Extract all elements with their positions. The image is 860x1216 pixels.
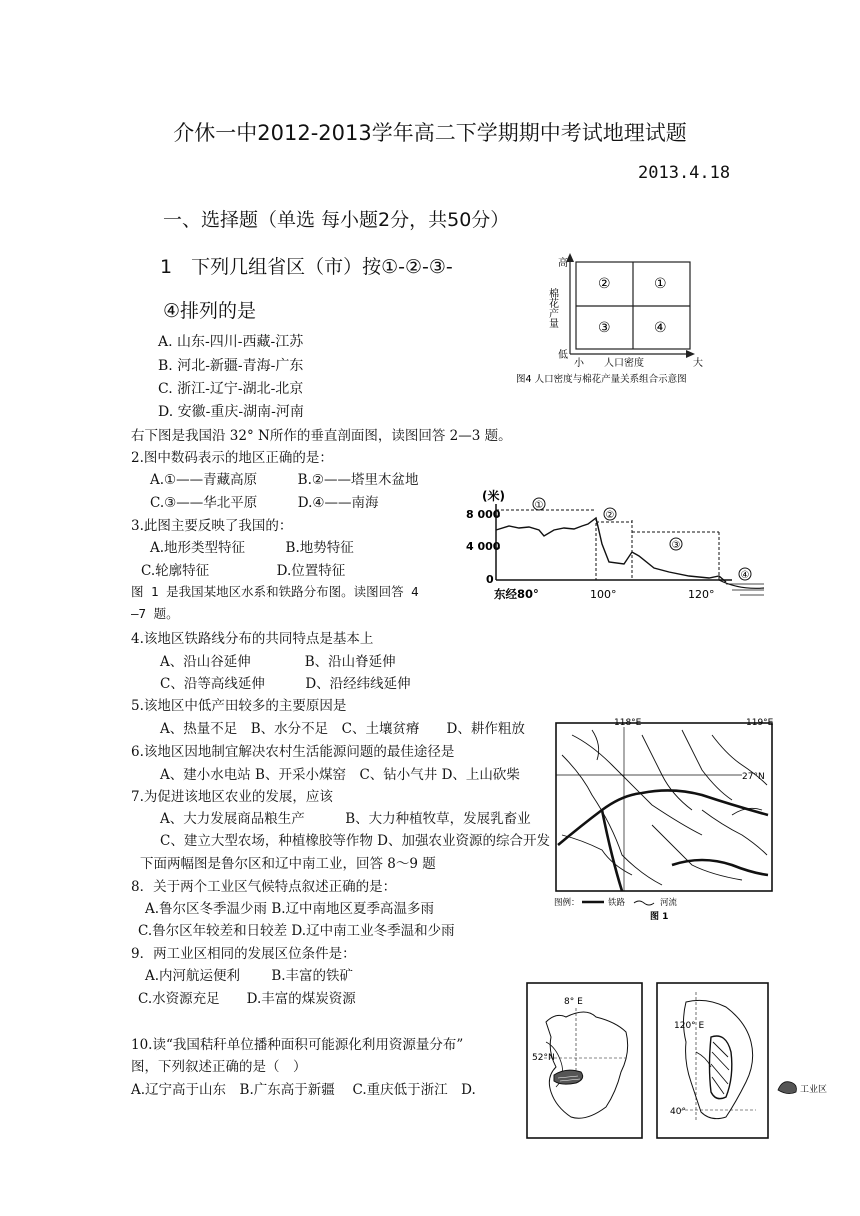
q2-options-ab: A.①——青藏高原 B.②——塔里木盆地: [150, 472, 419, 488]
map1-lon-118: 118°E: [614, 718, 642, 728]
q6-stem: 6.该地区因地制宜解决农村生活能源问题的最佳途径是: [131, 744, 455, 760]
profile-y-4000: 4 000: [466, 540, 501, 553]
q8-options-cd: C.鲁尔区年较差和日较差 D.辽中南工业冬季温和少雨: [138, 923, 455, 939]
profile-unit: (米): [482, 489, 505, 503]
profile-label-3: ③: [671, 540, 681, 551]
q8-options-ab: A.鲁尔区冬季温少雨 B.辽中南地区夏季高温多雨: [145, 901, 435, 917]
fig4-cell-1: ①: [654, 276, 667, 292]
q1-option-a: A. 山东-四川-西藏-江苏: [158, 334, 304, 350]
q1-option-b: B. 河北-新疆-青海-广东: [158, 358, 304, 374]
q8-stem: 8．关于两个工业区气候特点叙述正确的是：: [131, 879, 397, 895]
profile-x-120: 120°: [688, 588, 715, 601]
liaozhongnan-region-map: [656, 982, 770, 1140]
map1-legend-label: 图例：: [554, 898, 580, 908]
q1-option-d: D. 安徽-重庆-湖南-河南: [158, 404, 304, 420]
q2-stem: 2.图中数码表示的地区正确的是：: [131, 450, 333, 466]
map1-lon-119: 119°E: [746, 718, 774, 728]
ruhr-region-map: [526, 982, 644, 1140]
profile-y-0: 0: [486, 573, 494, 586]
profile-y-8000: 8 000: [466, 508, 501, 521]
q1-stem-b: ④排列的是: [163, 300, 257, 322]
q1-option-c: C. 浙江-辽宁-湖北-北京: [158, 381, 304, 397]
q10-options: A.辽宁高于山东 B.广东高于新疆 C.重庆低于浙江 D.: [131, 1082, 476, 1098]
q9-options-ab: A.内河航运便利 B.丰富的铁矿: [145, 968, 354, 984]
industrial-area-legend-label: 工业区: [800, 1085, 828, 1095]
fig4-cell-3: ③: [598, 320, 611, 336]
q3-options-ab: A.地形类型特征 B.地势特征: [150, 540, 354, 556]
map1-rivers-railways: [552, 715, 780, 921]
profile-label-1: ①: [534, 500, 544, 511]
q7-options-ab: A、大力发展商品粮生产 B、大力种植牧草，发展乳畜业: [160, 811, 531, 827]
fig4-x-high: 大: [693, 358, 703, 369]
q7-options-cd: C、建立大型农场，种植橡胶等作物 D、加强农业资源的综合开发: [160, 833, 550, 849]
q2-options-cd: C.③——华北平原 D.④——南海: [150, 495, 379, 511]
intro-q4-7-line2: —7 题。: [131, 606, 179, 621]
q6-options: A、建小水电站 B、开采小煤窑 C、钻小气井 D、上山砍柴: [160, 767, 520, 783]
profile-label-2: ②: [605, 510, 615, 521]
fig4-x-low: 小: [574, 358, 584, 369]
q7-stem: 7.为促进该地区农业的发展，应该: [131, 789, 333, 805]
fig4-quadrant-diagram: [516, 250, 760, 390]
intro-q8-9: 下面两幅图是鲁尔区和辽中南工业，回答 8～9 题: [140, 856, 436, 872]
q10-stem-a: 10.读“我国秸秆单位播种面积可能源化利用资源量分布”: [131, 1037, 464, 1053]
fig4-y-low: 低: [558, 350, 568, 361]
ruhr-lat-label: 52°N: [532, 1053, 555, 1063]
intro-q2-3: 右下图是我国沿 32° N所作的垂直剖面图，读图回答 2—3 题。: [131, 428, 512, 444]
fig4-cell-2: ②: [598, 276, 611, 292]
fig4-y-label: 棉花产量: [546, 288, 558, 328]
map1-legend-river: 河流: [660, 898, 678, 908]
profile-label-4: ④: [740, 570, 750, 581]
ruhr-lon-label: 8° E: [564, 997, 583, 1007]
fig4-x-label: 人口密度: [604, 358, 644, 369]
intro-q4-7-line1: 图 1 是我国某地区水系和铁路分布图。读图回答 4: [131, 584, 419, 599]
q9-options-cd: C.水资源充足 D.丰富的煤炭资源: [138, 991, 356, 1007]
q3-options-cd: C.轮廓特征 D.位置特征: [141, 563, 346, 579]
q5-options: A、热量不足 B、水分不足 C、土壤贫瘠 D、耕作粗放: [160, 721, 525, 737]
page-title: 介休一中2012-2013学年高二下学期期中考试地理试题: [173, 121, 687, 145]
terrain-profile-figure: [464, 484, 768, 606]
q4-stem: 4.该地区铁路线分布的共同特点是基本上: [131, 631, 374, 647]
q9-stem: 9．两工业区相同的发展区位条件是：: [131, 946, 356, 962]
liao-lat-label: 40°: [670, 1107, 686, 1117]
q5-stem: 5.该地区中低产田较多的主要原因是: [131, 698, 347, 714]
map1-lat-27: 27°N: [742, 772, 765, 782]
q10-stem-b: 图，下列叙述正确的是（ ）: [131, 1059, 307, 1075]
q4-options-ab: A、沿山谷延伸 B、沿山脊延伸: [160, 654, 396, 670]
fig4-cell-4: ④: [654, 320, 667, 336]
q4-options-cd: C、沿等高线延伸 D、沿经纬线延伸: [160, 676, 411, 692]
exam-date: 2013.4.18: [638, 163, 731, 183]
map1-caption: 图 1: [650, 912, 669, 922]
industrial-area-legend: [776, 1076, 832, 1098]
profile-x-100: 100°: [590, 588, 617, 601]
fig4-y-high: 高: [558, 258, 568, 269]
q3-stem: 3.此图主要反映了我国的：: [131, 518, 293, 534]
section-heading: 一、选择题（单选 每小题2分，共50分）: [163, 209, 510, 231]
liao-lon-label: 120° E: [674, 1021, 705, 1031]
fig4-caption: 图4 人口密度与棉花产量关系组合示意图: [516, 374, 687, 385]
map1-legend-rail: 铁路: [608, 898, 626, 908]
profile-x-start: 东经80°: [494, 587, 539, 601]
q1-stem-a: 1 下列几组省区（市）按①-②-③-: [160, 256, 453, 278]
